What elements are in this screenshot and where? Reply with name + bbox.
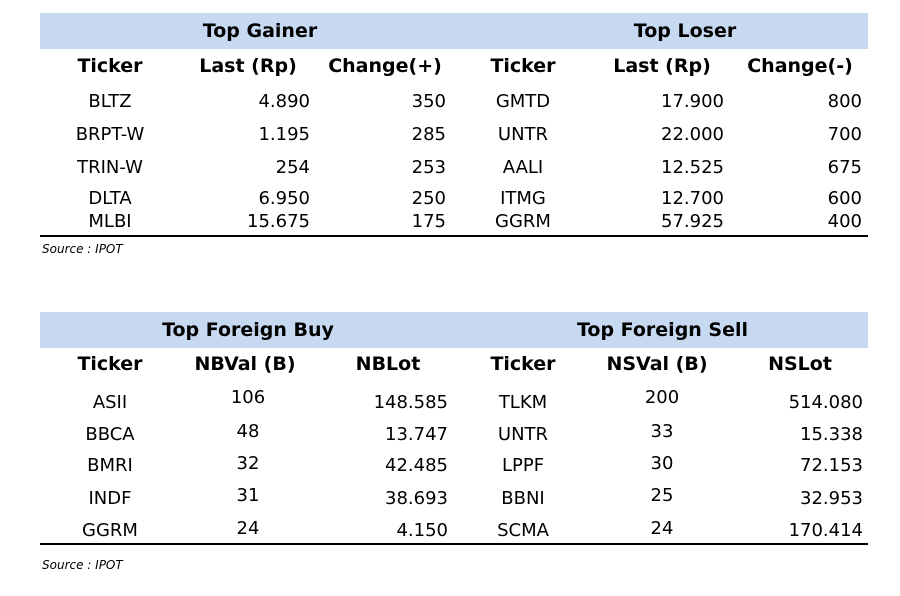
buy-ticker: INDF xyxy=(88,488,132,509)
buy-nblot: 4.150 xyxy=(396,520,448,541)
loser-change: 675 xyxy=(827,157,862,178)
loser-last: 22.000 xyxy=(661,124,724,145)
buy-nbval: 106 xyxy=(230,387,266,408)
sell-nsval: 200 xyxy=(644,387,680,408)
loser-ticker: AALI xyxy=(502,157,544,178)
gainer-header-last: Last (Rp) xyxy=(199,55,297,77)
sell-nsval: 33 xyxy=(650,421,674,442)
gainer-ticker: DLTA xyxy=(88,188,132,209)
gainer-change: 285 xyxy=(411,124,446,145)
sell-ticker: SCMA xyxy=(497,520,549,541)
buy-nblot: 38.693 xyxy=(385,488,448,509)
sell-ticker: BBNI xyxy=(501,488,545,509)
sell-nslot: 15.338 xyxy=(800,424,863,445)
loser-change: 600 xyxy=(827,188,862,209)
sell-nsval: 30 xyxy=(650,453,674,474)
buy-nbval: 31 xyxy=(236,485,260,506)
gainer-change: 175 xyxy=(411,211,446,232)
gainer-last: 1.195 xyxy=(258,124,310,145)
buy-ticker: ASII xyxy=(92,392,128,413)
buy-nblot: 42.485 xyxy=(385,455,448,476)
sell-ticker: UNTR xyxy=(497,424,549,445)
sell-nslot: 72.153 xyxy=(800,455,863,476)
loser-last: 12.525 xyxy=(661,157,724,178)
loser-change: 700 xyxy=(827,124,862,145)
gainer-last: 15.675 xyxy=(247,211,310,232)
buy-nblot: 148.585 xyxy=(373,392,448,413)
sell-nslot: 514.080 xyxy=(788,392,863,413)
source-note-top: Source : IPOT xyxy=(42,242,123,256)
gainer-ticker: TRIN-W xyxy=(77,157,143,178)
buy-nbval: 24 xyxy=(236,518,260,539)
loser-header-ticker: Ticker xyxy=(490,55,556,77)
gainer-loser-bottom-rule xyxy=(40,235,868,237)
gainer-change: 250 xyxy=(411,188,446,209)
buy-nbval: 48 xyxy=(236,421,260,442)
gainer-last: 6.950 xyxy=(258,188,310,209)
foreign-table xyxy=(40,312,868,552)
gainer-header-ticker: Ticker xyxy=(77,55,143,77)
sell-header-nsval: NSVal (B) xyxy=(606,353,708,375)
buy-header-ticker: Ticker xyxy=(77,353,143,375)
top-foreign-sell-title: Top Foreign Sell xyxy=(576,319,749,341)
loser-header-change: Change(-) xyxy=(747,55,853,77)
top-gainer-title: Top Gainer xyxy=(202,20,318,42)
sell-nsval: 24 xyxy=(650,518,674,539)
buy-ticker: BMRI xyxy=(87,455,133,476)
foreign-bottom-rule xyxy=(40,543,868,545)
gainer-last: 4.890 xyxy=(258,91,310,112)
sell-nslot: 170.414 xyxy=(788,520,863,541)
gainer-last: 254 xyxy=(275,157,310,178)
sell-ticker: LPPF xyxy=(501,455,545,476)
sell-header-nslot: NSLot xyxy=(768,353,832,375)
gainer-change: 350 xyxy=(411,91,446,112)
sell-nslot: 32.953 xyxy=(800,488,863,509)
loser-ticker: UNTR xyxy=(497,124,549,145)
loser-header-last: Last (Rp) xyxy=(613,55,711,77)
gainer-header-change: Change(+) xyxy=(328,55,442,77)
top-loser-title: Top Loser xyxy=(633,20,737,42)
top-foreign-buy-title: Top Foreign Buy xyxy=(162,319,334,341)
loser-last: 17.900 xyxy=(661,91,724,112)
source-note-bottom: Source : IPOT xyxy=(42,558,123,572)
buy-ticker: BBCA xyxy=(85,424,135,445)
loser-change: 400 xyxy=(827,211,862,232)
loser-change: 800 xyxy=(827,91,862,112)
loser-ticker: GMTD xyxy=(495,91,551,112)
sell-ticker: TLKM xyxy=(498,392,548,413)
loser-ticker: GGRM xyxy=(495,211,551,232)
loser-last: 12.700 xyxy=(661,188,724,209)
loser-last: 57.925 xyxy=(661,211,724,232)
gainer-loser-table xyxy=(40,13,868,248)
buy-nbval: 32 xyxy=(236,453,260,474)
buy-ticker: GGRM xyxy=(82,520,138,541)
gainer-change: 253 xyxy=(411,157,446,178)
sell-nsval: 25 xyxy=(650,485,674,506)
buy-header-nblot: NBLot xyxy=(355,353,421,375)
gainer-ticker: BLTZ xyxy=(88,91,132,112)
sell-header-ticker: Ticker xyxy=(490,353,556,375)
buy-nblot: 13.747 xyxy=(385,424,448,445)
gainer-ticker: BRPT-W xyxy=(75,124,145,145)
buy-header-nbval: NBVal (B) xyxy=(194,353,296,375)
gainer-ticker: MLBI xyxy=(88,211,132,232)
loser-ticker: ITMG xyxy=(500,188,546,209)
